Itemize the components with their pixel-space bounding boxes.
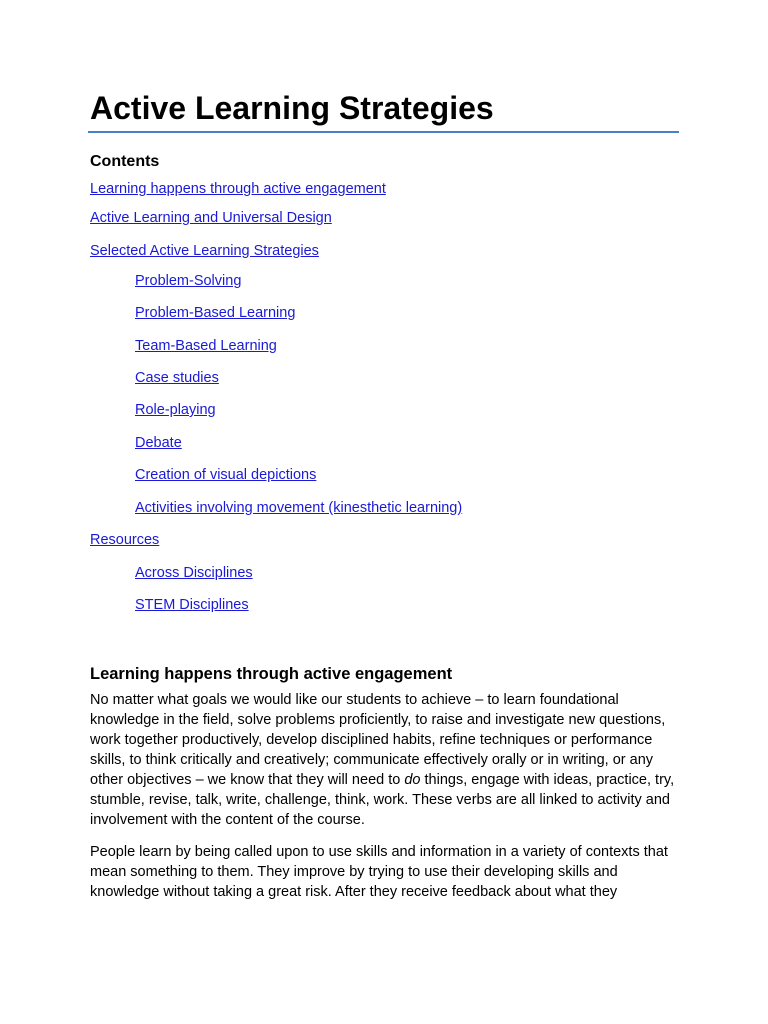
paragraph-text: things, engage with ideas, practice, try, stumble, revise, talk, write, challenge, think, work. These verbs are all linked to activity and involvement with the content of the course. <box>90 772 675 828</box>
toc-link-team-based-learning[interactable]: Team-Based Learning <box>135 338 277 354</box>
toc-link-debate[interactable]: Debate <box>135 435 182 451</box>
page-title: Active Learning Strategies <box>90 90 494 126</box>
contents-heading: Contents <box>90 153 160 170</box>
toc-link-stem-disciplines[interactable]: STEM Disciplines <box>135 597 249 613</box>
section-heading: Learning happens through active engagement <box>90 665 453 683</box>
toc-link-resources[interactable]: Resources <box>90 532 160 548</box>
paragraph-text: No matter what goals we would like our students to achieve – to learn foundational knowledge in the field, solve problems proficiently, to raise and investigate new questions, work together productively, develop disciplined habits, refine techniques or performance skills, to think critically and creatively; communicate effectively orally or in writing, or any other objectives – we know that they will need to <box>90 692 666 788</box>
toc-link-visual-depictions[interactable]: Creation of visual depictions <box>135 467 317 483</box>
toc-link-case-studies[interactable]: Case studies <box>135 370 219 386</box>
toc-link-selected-strategies[interactable]: Selected Active Learning Strategies <box>90 243 319 259</box>
title-underline-rule <box>88 131 679 133</box>
toc-link-problem-based-learning[interactable]: Problem-Based Learning <box>135 305 296 321</box>
toc-link-problem-solving[interactable]: Problem-Solving <box>135 273 242 289</box>
toc-link-role-playing[interactable]: Role-playing <box>135 402 216 418</box>
body-paragraph: People learn by being called upon to use skills and information in a variety of contexts that mean something to them. They improve by trying to use their developing skills and knowledge without taking a great risk. After they receive feedback about what they <box>90 844 668 900</box>
body-paragraph <box>90 690 680 830</box>
emphasis-text: do <box>404 772 421 788</box>
toc-link-universal-design[interactable]: Active Learning and Universal Design <box>90 210 332 226</box>
toc-link-across-disciplines[interactable]: Across Disciplines <box>135 565 253 581</box>
toc-link-learning-happens[interactable]: Learning happens through active engagement <box>90 181 386 197</box>
toc-link-kinesthetic-learning[interactable]: Activities involving movement (kinesthetic learning) <box>135 500 463 516</box>
